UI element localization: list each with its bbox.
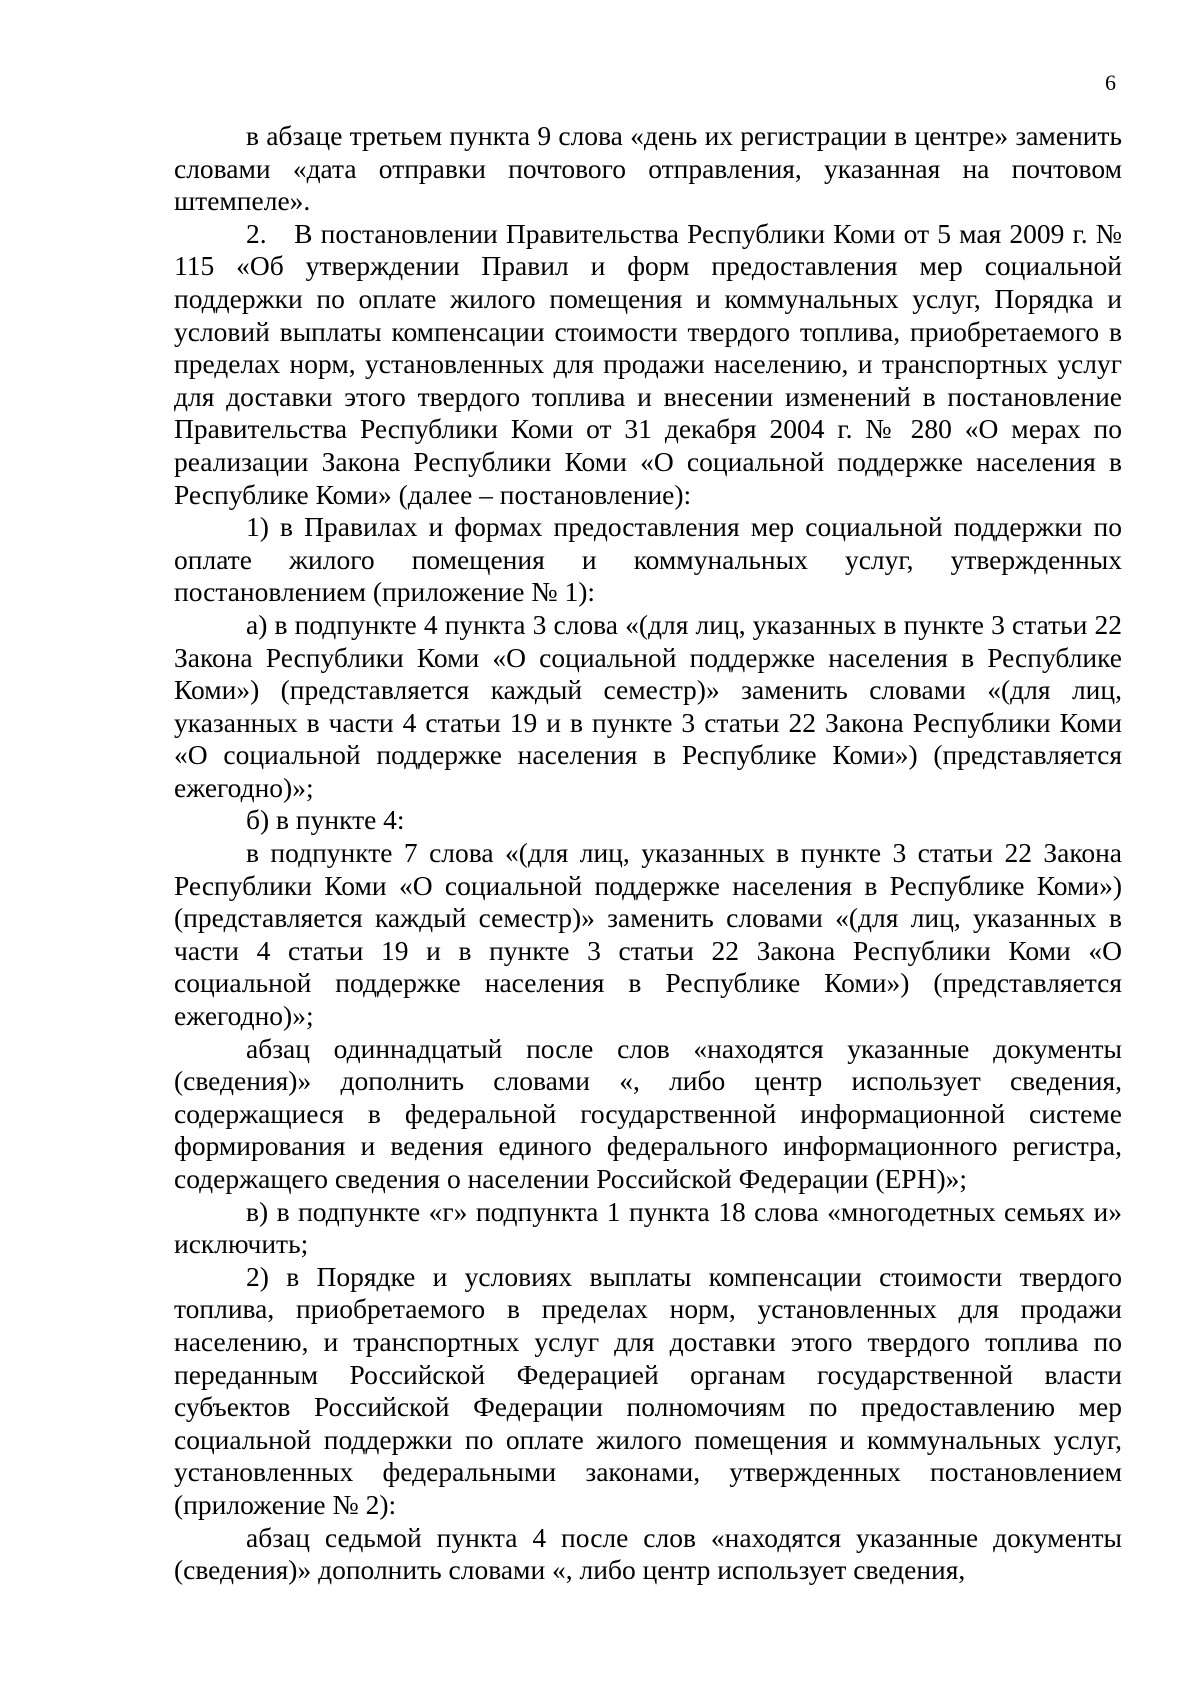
- paragraph-3: 1) в Правилах и формах предоставления мер социальной поддержки по оплате жилого помещения и коммунальных услуг, утвержденных постановлением (приложение № 1):: [174, 511, 1122, 608]
- paragraph-10: абзац седьмой пункта 4 после слов «находятся указанные документы (сведения)» дополнить словами «, либо центр использует сведения,: [174, 1521, 1122, 1586]
- paragraph-8: в) в подпункте «г» подпункта 1 пункта 18 слова «многодетных семьях и» исключить;: [174, 1195, 1122, 1260]
- paragraph-1: в абзаце третьем пункта 9 слова «день их регистрации в центре» заменить словами «дата отправки почтового отправления, указанная на почтовом штемпеле».: [174, 120, 1122, 217]
- paragraph-4: а) в подпункте 4 пункта 3 слова «(для лиц, указанных в пункте 3 статьи 22 Закона Республики Коми «О социальной поддержке населения в Республике Коми») (представляется каждый семестр)» заменить словами «(для лиц, указанных в части 4 статьи 19 и в пункте 3 статьи 22 Закона Республики Коми «О социальной поддержке населения в Республике Коми») (представляется ежегодно)»;: [174, 608, 1122, 803]
- paragraph-6: в подпункте 7 слова «(для лиц, указанных в пункте 3 статьи 22 Закона Республики Коми «О социальной поддержке населения в Республике Коми») (представляется каждый семестр)» заменить словами «(для лиц, указанных в части 4 статьи 19 и в пункте 3 статьи 22 Закона Республики Коми «О социальной поддержке населения в Республике Коми») (представляется ежегодно)»;: [174, 837, 1122, 1032]
- page-number: 6: [1105, 70, 1116, 95]
- paragraph-2: 2. В постановлении Правительства Республики Коми от 5 мая 2009 г. № 115 «Об утверждении Правил и форм предоставления мер социальной поддержки по оплате жилого помещения и коммунальных услуг, Порядка и условий выплаты компенсации стоимости твердого топлива, приобретаемого в пределах норм, установленных для продажи населению, и транспортных услуг для доставки этого твердого топлива и внесении изменений в постановление Правительства Республики Коми от 31 декабря 2004 г. № 280 «О мерах по реализации Закона Республики Коми «О социальной поддержке населения в Республике Коми» (далее – постановление):: [174, 217, 1122, 510]
- paragraph-9: 2) в Порядке и условиях выплаты компенсации стоимости твердого топлива, приобретаемого в пределах норм, установленных для продажи населению, и транспортных услуг для доставки этого твердого топлива по переданным Российской Федерацией органам государственной власти субъектов Российской Федерации полномочиям по предоставлению мер социальной поддержки по оплате жилого помещения и коммунальных услуг, установленных федеральными законами, утвержденных постановлением (приложение № 2):: [174, 1260, 1122, 1520]
- paragraph-7: абзац одиннадцатый после слов «находятся указанные документы (сведения)» дополнить словами «, либо центр использует сведения, содержащиеся в федеральной государственной информационной системе формирования и ведения единого федерального информационного регистра, содержащего сведения о населении Российской Федерации (ЕРН)»;: [174, 1032, 1122, 1194]
- paragraph-5: б) в пункте 4:: [246, 804, 405, 836]
- document-body: [174, 120, 1122, 1587]
